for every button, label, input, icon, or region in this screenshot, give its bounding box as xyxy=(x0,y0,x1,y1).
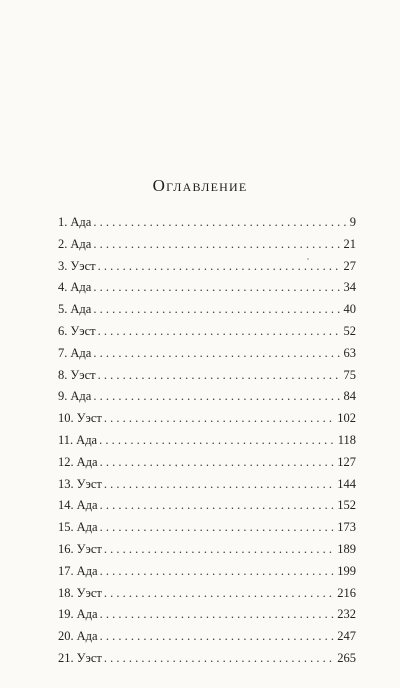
dot-leader xyxy=(100,561,336,583)
dot-leader xyxy=(100,626,336,648)
chapter-number: 7. xyxy=(58,345,68,360)
toc-entry xyxy=(58,343,356,365)
chapter-name: Ада xyxy=(70,236,92,251)
chapter-number: 19. xyxy=(58,607,74,622)
chapter-number: 2. xyxy=(58,236,68,251)
toc-entry xyxy=(58,256,356,278)
chapter-number: 9. xyxy=(58,389,68,404)
dot-leader xyxy=(93,386,341,408)
chapter-name: Ада xyxy=(76,454,98,469)
toc-entry xyxy=(58,299,356,321)
toc-entry xyxy=(58,212,356,234)
chapter-name: Ада xyxy=(76,563,98,578)
paper-speck xyxy=(176,466,177,467)
chapter-name: Уэст xyxy=(76,650,102,665)
toc-entry xyxy=(58,386,356,408)
dot-leader xyxy=(100,604,336,626)
toc-entry xyxy=(58,539,356,561)
page-number: 127 xyxy=(337,454,356,469)
dot-leader xyxy=(93,212,347,234)
chapter-name: Уэст xyxy=(70,323,96,338)
toc-entry xyxy=(58,474,356,496)
chapter-name: Ада xyxy=(70,389,92,404)
chapter-number: 10. xyxy=(58,411,74,426)
dot-leader xyxy=(104,648,335,670)
chapter-number: 14. xyxy=(58,498,74,513)
page-number: 144 xyxy=(337,476,356,491)
toc-entry xyxy=(58,626,356,648)
chapter-number: 20. xyxy=(58,629,74,644)
chapter-number: 15. xyxy=(58,520,74,535)
toc-entry xyxy=(58,408,356,430)
toc-entry xyxy=(58,495,356,517)
page-number: 21 xyxy=(343,236,356,251)
dot-leader xyxy=(98,365,342,387)
chapter-name: Ада xyxy=(76,629,98,644)
toc-entry xyxy=(58,648,356,670)
dot-leader xyxy=(98,321,342,343)
paper-speck xyxy=(307,258,309,260)
page-number: 232 xyxy=(337,607,356,622)
dot-leader xyxy=(98,256,342,278)
chapter-number: 5. xyxy=(58,302,68,317)
chapter-name: Ада xyxy=(70,302,92,317)
page-number: 173 xyxy=(337,520,356,535)
dot-leader xyxy=(100,452,336,474)
chapter-name: Ада xyxy=(70,280,92,295)
page-number: 52 xyxy=(343,323,356,338)
chapter-name: Ада xyxy=(76,498,98,513)
toc-entry xyxy=(58,561,356,583)
chapter-name: Ада xyxy=(76,432,98,447)
page-number: 216 xyxy=(337,585,356,600)
chapter-number: 8. xyxy=(58,367,68,382)
toc-title: Оглавление xyxy=(152,176,248,195)
page-number: 63 xyxy=(343,345,356,360)
page-number: 9 xyxy=(349,215,356,229)
chapter-name: Уэст xyxy=(70,258,96,273)
chapter-number: 4. xyxy=(58,280,68,295)
dot-leader xyxy=(93,343,341,365)
page-number: 199 xyxy=(337,563,356,578)
page-number: 34 xyxy=(343,280,356,295)
toc-list xyxy=(58,212,356,670)
dot-leader xyxy=(93,299,341,321)
chapter-name: Ада xyxy=(70,215,92,229)
toc-entry xyxy=(58,234,356,256)
chapter-number: 18. xyxy=(58,585,74,600)
toc-entry xyxy=(58,583,356,605)
page-number: 118 xyxy=(337,432,356,447)
page-number: 265 xyxy=(337,650,356,665)
chapter-name: Уэст xyxy=(76,541,102,556)
chapter-number: 11. xyxy=(58,432,74,447)
page-number: 40 xyxy=(343,302,356,317)
chapter-name: Уэст xyxy=(76,411,102,426)
dot-leader xyxy=(93,234,341,256)
dot-leader xyxy=(104,583,335,605)
chapter-number: 13. xyxy=(58,476,74,491)
page-number: 102 xyxy=(337,411,356,426)
chapter-name: Уэст xyxy=(76,585,102,600)
toc-entry xyxy=(58,517,356,539)
chapter-number: 17. xyxy=(58,563,74,578)
chapter-name: Ада xyxy=(76,520,98,535)
toc-entry xyxy=(58,321,356,343)
toc-entry xyxy=(58,277,356,299)
page-number: 75 xyxy=(343,367,356,382)
chapter-number: 16. xyxy=(58,541,74,556)
chapter-number: 1. xyxy=(58,215,68,229)
dot-leader xyxy=(104,474,335,496)
page-number: 189 xyxy=(337,541,356,556)
chapter-number: 12. xyxy=(58,454,74,469)
dot-leader xyxy=(93,277,341,299)
dot-leader xyxy=(100,517,336,539)
toc-entry xyxy=(58,365,356,387)
chapter-number: 3. xyxy=(58,258,68,273)
page-number: 247 xyxy=(337,629,356,644)
chapter-number: 21. xyxy=(58,650,74,665)
chapter-name: Уэст xyxy=(76,476,102,491)
page-number: 152 xyxy=(337,498,356,513)
dot-leader xyxy=(99,430,336,452)
toc-entry xyxy=(58,452,356,474)
page-number: 27 xyxy=(343,258,356,273)
page-number: 84 xyxy=(343,389,356,404)
toc-entry xyxy=(58,430,356,452)
chapter-number: 6. xyxy=(58,323,68,338)
dot-leader xyxy=(100,495,336,517)
dot-leader xyxy=(104,539,335,561)
toc-entry xyxy=(58,604,356,626)
chapter-name: Ада xyxy=(76,607,98,622)
chapter-name: Уэст xyxy=(70,367,96,382)
dot-leader xyxy=(104,408,335,430)
chapter-name: Ада xyxy=(70,345,92,360)
